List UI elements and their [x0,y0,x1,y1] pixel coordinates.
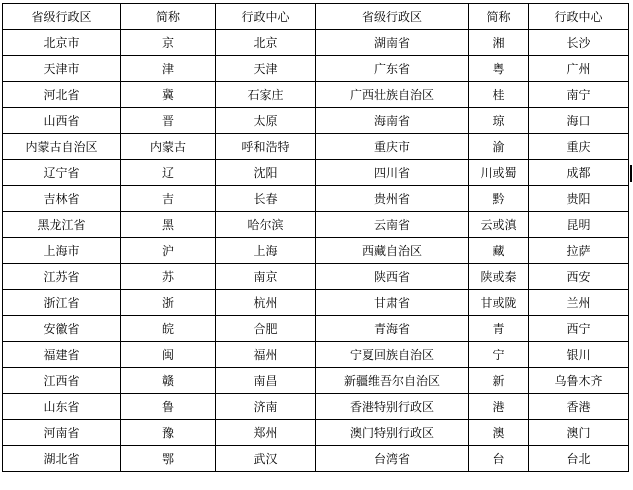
table-cell: 杭州 [216,290,316,316]
table-cell: 云或滇 [469,212,529,238]
table-cell: 沪 [121,238,216,264]
table-cell: 晋 [121,108,216,134]
table-cell: 苏 [121,264,216,290]
table-row [3,394,629,420]
table-cell: 沈阳 [216,160,316,186]
table-cell: 广西壮族自治区 [316,82,469,108]
header-cell: 行政中心 [529,4,629,30]
table-cell: 长沙 [529,30,629,56]
table-cell: 福州 [216,342,316,368]
table-body [3,30,629,472]
table-cell: 海口 [529,108,629,134]
table-cell: 南昌 [216,368,316,394]
table-cell: 长春 [216,186,316,212]
table-cell: 山东省 [3,394,121,420]
table-row [3,108,629,134]
table-cell: 湖南省 [316,30,469,56]
table-cell: 四川省 [316,160,469,186]
table-cell: 河南省 [3,420,121,446]
table-cell: 台 [469,446,529,472]
table-cell: 川或蜀 [469,160,529,186]
table-cell: 拉萨 [529,238,629,264]
header-cell: 行政中心 [216,4,316,30]
header-cell: 简称 [121,4,216,30]
table-cell: 甘肃省 [316,290,469,316]
table-cell: 冀 [121,82,216,108]
table-cell: 广东省 [316,56,469,82]
table-cell: 京 [121,30,216,56]
table-cell: 乌鲁木齐 [529,368,629,394]
table-cell: 澳 [469,420,529,446]
table-cell: 天津市 [3,56,121,82]
table-cell: 内蒙古自治区 [3,134,121,160]
header-cell: 简称 [469,4,529,30]
table-cell: 西藏自治区 [316,238,469,264]
table-cell: 青 [469,316,529,342]
table-cell: 江西省 [3,368,121,394]
table-cell: 甘或陇 [469,290,529,316]
table-cell: 西安 [529,264,629,290]
table-cell: 湘 [469,30,529,56]
table-cell: 闽 [121,342,216,368]
table-row [3,212,629,238]
table-row [3,264,629,290]
table-cell: 哈尔滨 [216,212,316,238]
table-cell: 粤 [469,56,529,82]
table-cell: 南京 [216,264,316,290]
table-cell: 新疆维吾尔自治区 [316,368,469,394]
table-cell: 赣 [121,368,216,394]
table-cell: 福建省 [3,342,121,368]
table-cell: 贵州省 [316,186,469,212]
table-row [3,82,629,108]
table-cell: 南宁 [529,82,629,108]
table-row [3,342,629,368]
table-cell: 兰州 [529,290,629,316]
header-cell: 省级行政区 [3,4,121,30]
table-cell: 宁 [469,342,529,368]
table-cell: 成都 [529,160,629,186]
table-row [3,238,629,264]
table-cell: 澳门 [529,420,629,446]
table-cell: 上海 [216,238,316,264]
table-row [3,446,629,472]
table-cell: 济南 [216,394,316,420]
table-cell: 陕或秦 [469,264,529,290]
table-cell: 武汉 [216,446,316,472]
table-cell: 鄂 [121,446,216,472]
table-cell: 安徽省 [3,316,121,342]
table-cell: 云南省 [316,212,469,238]
table-row [3,290,629,316]
table-cell: 呼和浩特 [216,134,316,160]
table-cell: 海南省 [316,108,469,134]
table-cell: 西宁 [529,316,629,342]
table-cell: 桂 [469,82,529,108]
table-cell: 鲁 [121,394,216,420]
table-row [3,134,629,160]
table-cell: 吉林省 [3,186,121,212]
table-cell: 港 [469,394,529,420]
text-cursor-mark [630,165,632,182]
table-cell: 豫 [121,420,216,446]
table-cell: 广州 [529,56,629,82]
table-cell: 新 [469,368,529,394]
table-cell: 浙江省 [3,290,121,316]
table-cell: 江苏省 [3,264,121,290]
table-cell: 浙 [121,290,216,316]
table-cell: 香港特别行政区 [316,394,469,420]
table-row [3,420,629,446]
table-cell: 重庆市 [316,134,469,160]
table-cell: 湖北省 [3,446,121,472]
table-cell: 合肥 [216,316,316,342]
table-cell: 青海省 [316,316,469,342]
table-cell: 宁夏回族自治区 [316,342,469,368]
table-cell: 北京市 [3,30,121,56]
table-row [3,368,629,394]
table-cell: 藏 [469,238,529,264]
table-cell: 渝 [469,134,529,160]
table-cell: 黑龙江省 [3,212,121,238]
table-row [3,316,629,342]
table-cell: 昆明 [529,212,629,238]
table-cell: 台北 [529,446,629,472]
table-cell: 郑州 [216,420,316,446]
table-cell: 上海市 [3,238,121,264]
table-cell: 太原 [216,108,316,134]
table-cell: 辽 [121,160,216,186]
header-row [3,4,629,30]
table-cell: 吉 [121,186,216,212]
table-cell: 黔 [469,186,529,212]
table-cell: 山西省 [3,108,121,134]
table-cell: 内蒙古 [121,134,216,160]
table-row [3,30,629,56]
table-row [3,56,629,82]
header-cell: 省级行政区 [316,4,469,30]
table-cell: 黑 [121,212,216,238]
table-cell: 北京 [216,30,316,56]
table-cell: 琼 [469,108,529,134]
table-row [3,186,629,212]
table-row [3,160,629,186]
table-cell: 银川 [529,342,629,368]
table-cell: 贵阳 [529,186,629,212]
table-cell: 津 [121,56,216,82]
table-cell: 重庆 [529,134,629,160]
table-cell: 河北省 [3,82,121,108]
province-table [2,3,629,472]
table-cell: 天津 [216,56,316,82]
table-cell: 辽宁省 [3,160,121,186]
table-cell: 台湾省 [316,446,469,472]
table-cell: 皖 [121,316,216,342]
table-cell: 澳门特别行政区 [316,420,469,446]
table-cell: 石家庄 [216,82,316,108]
table-cell: 香港 [529,394,629,420]
table-cell: 陕西省 [316,264,469,290]
